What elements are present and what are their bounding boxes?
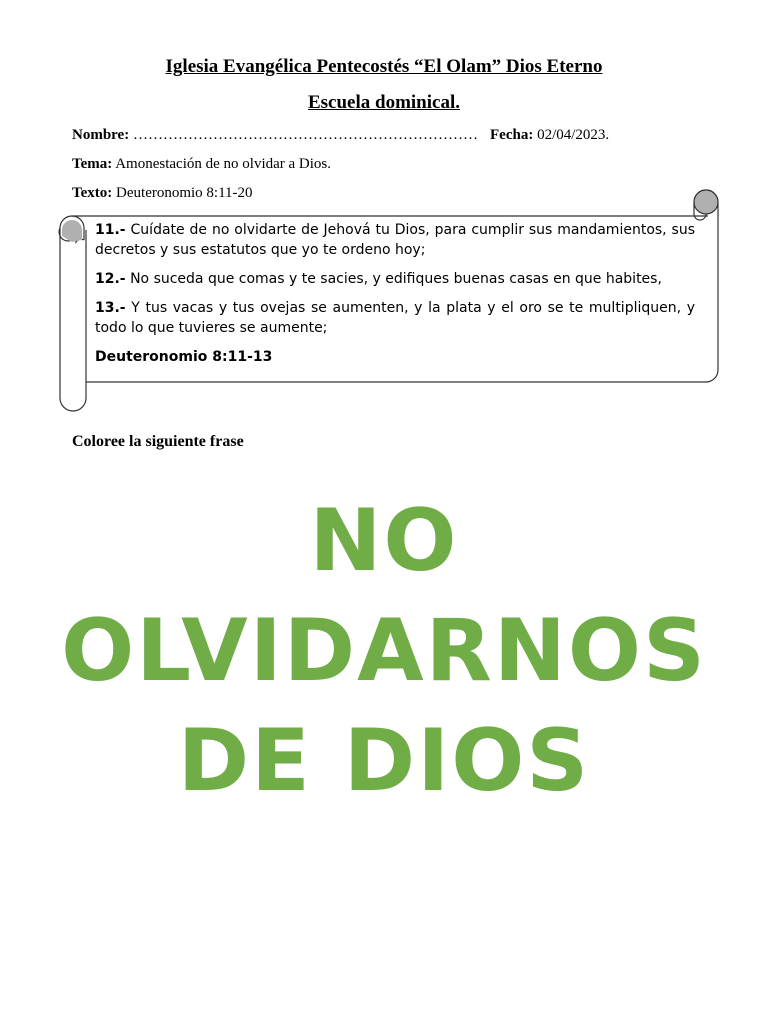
coloring-instruction: Coloree la siguiente frase bbox=[72, 433, 244, 450]
church-title: Iglesia Evangélica Pentecostés “El Olam” Dios Eterno bbox=[165, 56, 603, 77]
phrase-line-3: DE DIOS bbox=[177, 711, 591, 811]
scroll-curl-right bbox=[694, 190, 718, 214]
tema-label: Tema: bbox=[72, 156, 113, 172]
scripture-reference: Deuteronomio 8:11-13 bbox=[95, 349, 273, 365]
texto-label: Texto: bbox=[72, 185, 113, 201]
nombre-value: …………………………………………………………… bbox=[132, 127, 478, 143]
fecha-value: 02/04/2023. bbox=[537, 127, 610, 143]
verse-text: No suceda que comas y te sacies, y edifiques buenas casas en que habites, bbox=[125, 271, 662, 287]
nombre-label: Nombre: bbox=[72, 127, 130, 143]
tema-field bbox=[72, 156, 331, 173]
texto-field bbox=[72, 185, 253, 202]
coloring-phrase bbox=[0, 486, 768, 816]
verse-number: 13.- bbox=[95, 300, 126, 316]
fecha-label: Fecha: bbox=[490, 127, 534, 143]
verse-11 bbox=[95, 220, 695, 260]
school-title: Escuela dominical. bbox=[307, 92, 460, 113]
verse-number: 12.- bbox=[95, 271, 126, 287]
tema-value: Amonestación de no olvidar a Dios. bbox=[115, 156, 332, 172]
scroll-curl-left bbox=[62, 220, 82, 242]
verse-13 bbox=[95, 298, 695, 338]
verse-text: Cuídate de no olvidarte de Jehová tu Dios, para cumplir sus mandamientos, sus decretos y sus estatutos que yo te ordeno hoy; bbox=[95, 222, 695, 258]
phrase-line-1: NO bbox=[309, 491, 459, 591]
verse-12 bbox=[95, 269, 695, 289]
verse-text: Y tus vacas y tus ovejas se aumenten, y la plata y el oro se te multipliquen, y todo lo que tuvieres se aumente; bbox=[95, 300, 695, 336]
texto-value: Deuteronomio 8:11-20 bbox=[116, 185, 253, 201]
fecha-field bbox=[490, 127, 609, 144]
phrase-line-2: OLVIDARNOS bbox=[61, 601, 707, 701]
verse-number: 11.- bbox=[95, 222, 126, 238]
nombre-field bbox=[72, 127, 478, 144]
scripture-block bbox=[95, 220, 695, 376]
